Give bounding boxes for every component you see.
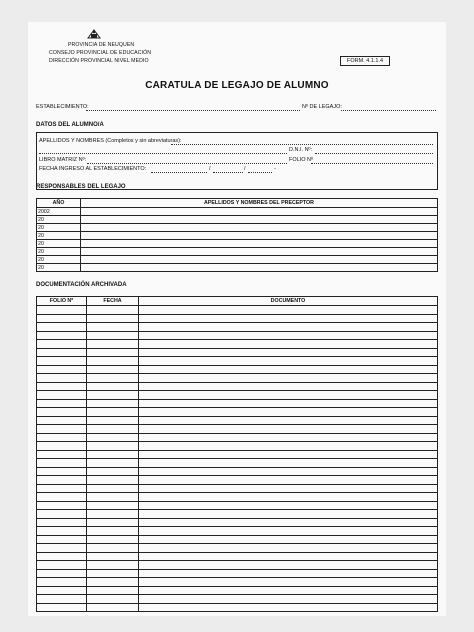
table-row[interactable] <box>37 365 438 374</box>
documento-cell[interactable] <box>139 408 438 417</box>
folio-cell[interactable] <box>37 603 87 612</box>
folio-cell[interactable] <box>37 382 87 391</box>
establecimiento-field[interactable] <box>86 110 300 111</box>
folio-cell[interactable] <box>37 476 87 485</box>
fecha-cell[interactable] <box>87 493 139 502</box>
fecha-cell[interactable] <box>87 450 139 459</box>
header-province: PROVINCIA DE NEUQUEN <box>68 42 135 48</box>
fecha-cell[interactable] <box>87 357 139 366</box>
fecha-year-field[interactable] <box>248 172 272 173</box>
table-row[interactable] <box>37 552 438 561</box>
documento-cell[interactable] <box>139 365 438 374</box>
responsables-table <box>36 198 438 272</box>
table-row[interactable] <box>37 467 438 476</box>
folio-cell[interactable] <box>37 391 87 400</box>
fecha-cell[interactable] <box>87 518 139 527</box>
apellidos-field[interactable] <box>171 144 433 145</box>
preceptor-cell[interactable] <box>81 216 438 224</box>
folio-cell[interactable] <box>37 340 87 349</box>
fecha-cell[interactable] <box>87 510 139 519</box>
folio-cell[interactable] <box>37 450 87 459</box>
table-row[interactable] <box>37 535 438 544</box>
table-row[interactable] <box>37 510 438 519</box>
folio-cell[interactable] <box>37 416 87 425</box>
documento-cell[interactable] <box>139 357 438 366</box>
year-cell: 20 <box>37 256 81 264</box>
table-row[interactable] <box>37 569 438 578</box>
year-cell: 20 <box>37 224 81 232</box>
table-row[interactable] <box>37 586 438 595</box>
fecha-cell[interactable] <box>87 391 139 400</box>
provincial-emblem-icon <box>86 28 102 40</box>
fecha-cell[interactable] <box>87 306 139 315</box>
fecha-end: - <box>274 166 276 172</box>
table-row[interactable] <box>37 240 438 248</box>
page-title: CARATULA DE LEGAJO DE ALUMNO <box>145 80 329 91</box>
fecha-cell[interactable] <box>87 374 139 383</box>
folio-cell[interactable] <box>37 527 87 536</box>
table-row[interactable] <box>37 357 438 366</box>
col-fecha-header: FECHA <box>87 297 139 306</box>
documento-cell[interactable] <box>139 527 438 536</box>
legajo-field[interactable] <box>341 110 436 111</box>
apellidos-field-2[interactable] <box>39 153 287 154</box>
table-row[interactable] <box>37 578 438 587</box>
libro-field[interactable] <box>87 163 287 164</box>
dni-label: D.N.I. Nº: <box>289 147 313 153</box>
fecha-cell[interactable] <box>87 603 139 612</box>
year-cell: 20 <box>37 232 81 240</box>
preceptor-cell[interactable] <box>81 224 438 232</box>
documento-cell[interactable] <box>139 484 438 493</box>
fecha-cell[interactable] <box>87 365 139 374</box>
table-row[interactable] <box>37 595 438 604</box>
folio-cell[interactable] <box>37 442 87 451</box>
table-row[interactable] <box>37 323 438 332</box>
fecha-cell[interactable] <box>87 416 139 425</box>
folio-cell[interactable] <box>37 484 87 493</box>
table-row[interactable] <box>37 399 438 408</box>
folio-cell[interactable] <box>37 510 87 519</box>
fecha-day-field[interactable] <box>151 172 207 173</box>
folio-cell[interactable] <box>37 314 87 323</box>
table-row[interactable] <box>37 306 438 315</box>
table-row[interactable] <box>37 264 438 272</box>
form-code: FORM. 4.1.1.4 <box>340 56 390 66</box>
documento-cell[interactable] <box>139 510 438 519</box>
fecha-cell[interactable] <box>87 425 139 434</box>
table-row[interactable] <box>37 391 438 400</box>
folio-cell[interactable] <box>37 501 87 510</box>
folio-cell[interactable] <box>37 578 87 587</box>
year-cell: 20 <box>37 216 81 224</box>
fecha-cell[interactable] <box>87 501 139 510</box>
fecha-cell[interactable] <box>87 442 139 451</box>
documentacion-title: DOCUMENTACIÓN ARCHIVADA <box>36 282 127 288</box>
documento-cell[interactable] <box>139 493 438 502</box>
fecha-label: FECHA INGRESO AL ESTABLECIMIENTO: <box>39 166 147 172</box>
documento-cell[interactable] <box>139 331 438 340</box>
folio-cell[interactable] <box>37 467 87 476</box>
fecha-cell[interactable] <box>87 535 139 544</box>
folio-cell[interactable] <box>37 374 87 383</box>
documento-cell[interactable] <box>139 399 438 408</box>
documento-cell[interactable] <box>139 595 438 604</box>
fecha-cell[interactable] <box>87 331 139 340</box>
folio-cell[interactable] <box>37 433 87 442</box>
table-row[interactable] <box>37 603 438 612</box>
responsables-header-row <box>37 199 438 208</box>
fecha-cell[interactable] <box>87 382 139 391</box>
fecha-cell[interactable] <box>87 459 139 468</box>
documento-cell[interactable] <box>139 535 438 544</box>
folio-cell[interactable] <box>37 399 87 408</box>
table-row[interactable] <box>37 408 438 417</box>
folio-cell[interactable] <box>37 459 87 468</box>
fecha-sep-2: / <box>244 166 246 172</box>
table-row[interactable] <box>37 256 438 264</box>
table-row[interactable] <box>37 314 438 323</box>
year-cell: 20 <box>37 264 81 272</box>
fecha-cell[interactable] <box>87 399 139 408</box>
folio-cell[interactable] <box>37 535 87 544</box>
table-row[interactable] <box>37 340 438 349</box>
documento-cell[interactable] <box>139 569 438 578</box>
documento-cell[interactable] <box>139 340 438 349</box>
documento-cell[interactable] <box>139 416 438 425</box>
fecha-cell[interactable] <box>87 578 139 587</box>
form-page <box>28 22 446 616</box>
documento-cell[interactable] <box>139 578 438 587</box>
preceptor-cell[interactable] <box>81 240 438 248</box>
table-row[interactable] <box>37 208 438 216</box>
header-direction: DIRECCIÓN PROVINCIAL NIVEL MEDIO <box>49 58 149 64</box>
dni-field[interactable] <box>315 153 433 154</box>
establecimiento-label: ESTABLECIMIENTO: <box>36 104 89 110</box>
responsables-title: RESPONSABLES DEL LEGAJO <box>36 184 126 190</box>
documento-cell[interactable] <box>139 348 438 357</box>
documento-cell[interactable] <box>139 323 438 332</box>
table-row[interactable] <box>37 561 438 570</box>
folio-cell[interactable] <box>37 365 87 374</box>
fecha-cell[interactable] <box>87 476 139 485</box>
col-preceptor-header: APELLIDOS Y NOMBRES DEL PRECEPTOR <box>81 199 438 208</box>
col-documento-header: DOCUMENTO <box>139 297 438 306</box>
folio-cell[interactable] <box>37 544 87 553</box>
table-row[interactable] <box>37 433 438 442</box>
folio-cell[interactable] <box>37 323 87 332</box>
table-row[interactable] <box>37 331 438 340</box>
libro-label: LIBRO MATRIZ Nº: <box>39 157 87 163</box>
folio-cell[interactable] <box>37 408 87 417</box>
folio-cell[interactable] <box>37 561 87 570</box>
table-row[interactable] <box>37 216 438 224</box>
table-row[interactable] <box>37 442 438 451</box>
datos-title: DATOS DEL ALUMNO/A <box>36 122 104 128</box>
table-row[interactable] <box>37 450 438 459</box>
preceptor-cell[interactable] <box>81 232 438 240</box>
folio-field[interactable] <box>311 163 433 164</box>
fecha-cell[interactable] <box>87 595 139 604</box>
preceptor-cell[interactable] <box>81 208 438 216</box>
folio-cell[interactable] <box>37 518 87 527</box>
table-row[interactable] <box>37 416 438 425</box>
preceptor-cell[interactable] <box>81 248 438 256</box>
table-row[interactable] <box>37 248 438 256</box>
documento-cell[interactable] <box>139 314 438 323</box>
folio-cell[interactable] <box>37 348 87 357</box>
table-row[interactable] <box>37 459 438 468</box>
documento-cell[interactable] <box>139 544 438 553</box>
year-cell: 20 <box>37 248 81 256</box>
fecha-cell[interactable] <box>87 408 139 417</box>
table-row[interactable] <box>37 374 438 383</box>
folio-cell[interactable] <box>37 569 87 578</box>
preceptor-cell[interactable] <box>81 264 438 272</box>
preceptor-cell[interactable] <box>81 256 438 264</box>
folio-cell[interactable] <box>37 331 87 340</box>
table-row[interactable] <box>37 224 438 232</box>
folio-label: FOLIO Nº <box>289 157 314 163</box>
table-row[interactable] <box>37 348 438 357</box>
documento-cell[interactable] <box>139 450 438 459</box>
table-row[interactable] <box>37 518 438 527</box>
documento-cell[interactable] <box>139 586 438 595</box>
documento-cell[interactable] <box>139 518 438 527</box>
documento-cell[interactable] <box>139 442 438 451</box>
documento-cell[interactable] <box>139 501 438 510</box>
fecha-cell[interactable] <box>87 552 139 561</box>
fecha-cell[interactable] <box>87 323 139 332</box>
documento-cell[interactable] <box>139 391 438 400</box>
fecha-cell[interactable] <box>87 340 139 349</box>
datos-box <box>36 132 438 190</box>
documento-cell[interactable] <box>139 476 438 485</box>
table-row[interactable] <box>37 501 438 510</box>
documento-cell[interactable] <box>139 306 438 315</box>
folio-cell[interactable] <box>37 595 87 604</box>
table-row[interactable] <box>37 476 438 485</box>
documento-cell[interactable] <box>139 374 438 383</box>
fecha-cell[interactable] <box>87 561 139 570</box>
folio-cell[interactable] <box>37 552 87 561</box>
documento-cell[interactable] <box>139 603 438 612</box>
col-folio-header: FOLIO Nº <box>37 297 87 306</box>
fecha-cell[interactable] <box>87 433 139 442</box>
documento-cell[interactable] <box>139 459 438 468</box>
fecha-cell[interactable] <box>87 569 139 578</box>
fecha-sep-1: / <box>209 166 211 172</box>
fecha-cell[interactable] <box>87 527 139 536</box>
fecha-cell[interactable] <box>87 484 139 493</box>
documento-cell[interactable] <box>139 561 438 570</box>
legajo-label: Nº DE LEGAJO: <box>302 104 342 110</box>
documento-cell[interactable] <box>139 433 438 442</box>
apellidos-label: APELLIDOS Y NOMBRES (Completos y sin abreviaturas): <box>39 138 182 144</box>
documento-cell[interactable] <box>139 425 438 434</box>
table-row[interactable] <box>37 544 438 553</box>
fecha-cell[interactable] <box>87 586 139 595</box>
table-row[interactable] <box>37 527 438 536</box>
documento-cell[interactable] <box>139 552 438 561</box>
year-cell: 2002 <box>37 208 81 216</box>
fecha-month-field[interactable] <box>213 172 243 173</box>
documentacion-header-row <box>37 297 438 306</box>
table-row[interactable] <box>37 493 438 502</box>
documento-cell[interactable] <box>139 467 438 476</box>
documentacion-table <box>36 296 438 612</box>
header-council: CONSEJO PROVINCIAL DE EDUCACIÓN <box>49 50 152 56</box>
fecha-cell[interactable] <box>87 544 139 553</box>
folio-cell[interactable] <box>37 493 87 502</box>
folio-cell[interactable] <box>37 357 87 366</box>
year-cell: 20 <box>37 240 81 248</box>
folio-cell[interactable] <box>37 425 87 434</box>
col-year-header: AÑO <box>37 199 81 208</box>
folio-cell[interactable] <box>37 306 87 315</box>
table-row[interactable] <box>37 232 438 240</box>
table-row[interactable] <box>37 382 438 391</box>
folio-cell[interactable] <box>37 586 87 595</box>
fecha-cell[interactable] <box>87 314 139 323</box>
fecha-cell[interactable] <box>87 467 139 476</box>
table-row[interactable] <box>37 484 438 493</box>
documento-cell[interactable] <box>139 382 438 391</box>
table-row[interactable] <box>37 425 438 434</box>
fecha-cell[interactable] <box>87 348 139 357</box>
